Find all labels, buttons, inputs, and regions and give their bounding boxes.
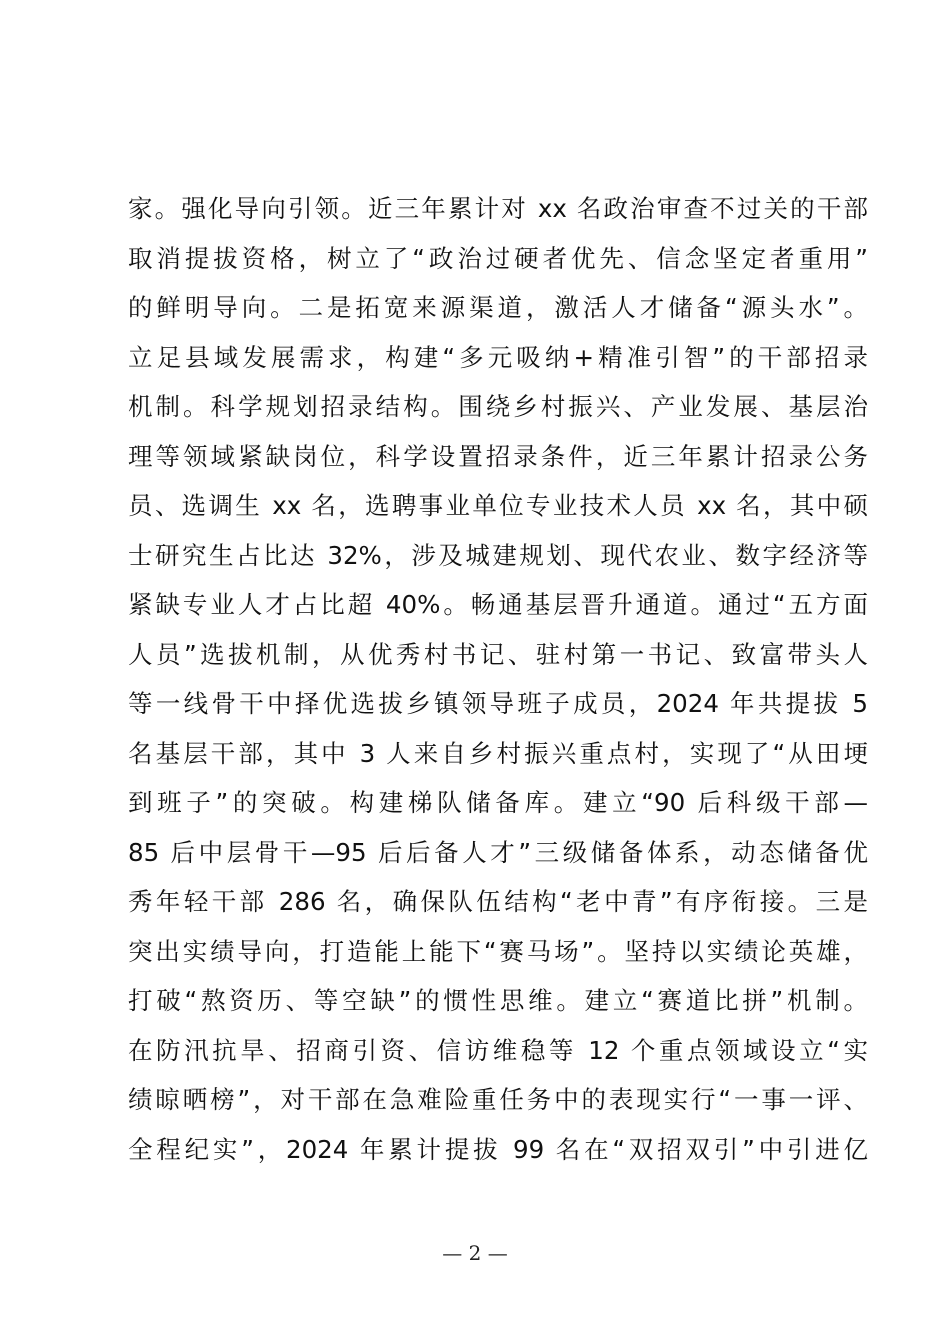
text-line: 紧缺专业人才占比超 40%。畅通基层晋升通道。通过“五方面 [128,590,868,619]
text-line: 等一线骨干中择优选拔乡镇领导班子成员，2024 年共提拔 5 [128,689,868,718]
page-number: — 2 — [442,1241,508,1265]
text-line: 85 后中层骨干—95 后后备人才”三级储备体系，动态储备优 [128,837,868,867]
text-line: 在防汛抗旱、招商引资、信访维稳等 12 个重点领域设立“实 [128,1035,868,1065]
text-line: 突出实绩导向，打造能上能下“赛马场”。坚持以实绩论英雄， [128,936,868,966]
text-line: 名基层干部，其中 3 人来自乡村振兴重点村，实现了“从田埂 [128,738,868,768]
text-line: 到班子”的突破。构建梯队储备库。建立“90 后科级干部— [128,788,868,817]
text-line: 全程纪实”，2024 年累计提拔 99 名在“双招双引”中引进亿 [128,1134,868,1164]
text-line: 士研究生占比达 32%，涉及城建规划、现代农业、数字经济等 [128,540,868,570]
text-line: 立足县域发展需求，构建“多元吸纳+精准引智”的干部招录 [128,342,868,372]
text-line: 秀年轻干部 286 名，确保队伍结构“老中青”有序衔接。三是 [128,887,868,916]
text-line: 机制。科学规划招录结构。围绕乡村振兴、产业发展、基层治 [128,392,868,421]
text-line: 打破“熬资历、等空缺”的惯性思维。建立“赛道比拼”机制。 [128,986,868,1015]
text-line: 员、选调生 xx 名，选聘事业单位专业技术人员 xx 名，其中硕 [128,491,868,520]
text-line: 绩晾晒榜”，对干部在急难险重任务中的表现实行“一事一评、 [128,1085,868,1114]
text-line: 家。强化导向引领。近三年累计对 xx 名政治审查不过关的干部 [128,194,868,223]
text-line: 取消提拔资格，树立了“政治过硬者优先、信念坚定者重用” [128,243,868,273]
text-line: 理等领域紧缺岗位，科学设置招录条件，近三年累计招录公务 [128,441,868,471]
body-text [128,184,868,1174]
text-line: 的鲜明导向。二是拓宽来源渠道，激活人才储备“源头水”。 [128,293,868,322]
text-line: 人员”选拔机制，从优秀村书记、驻村第一书记、致富带头人 [128,639,868,669]
